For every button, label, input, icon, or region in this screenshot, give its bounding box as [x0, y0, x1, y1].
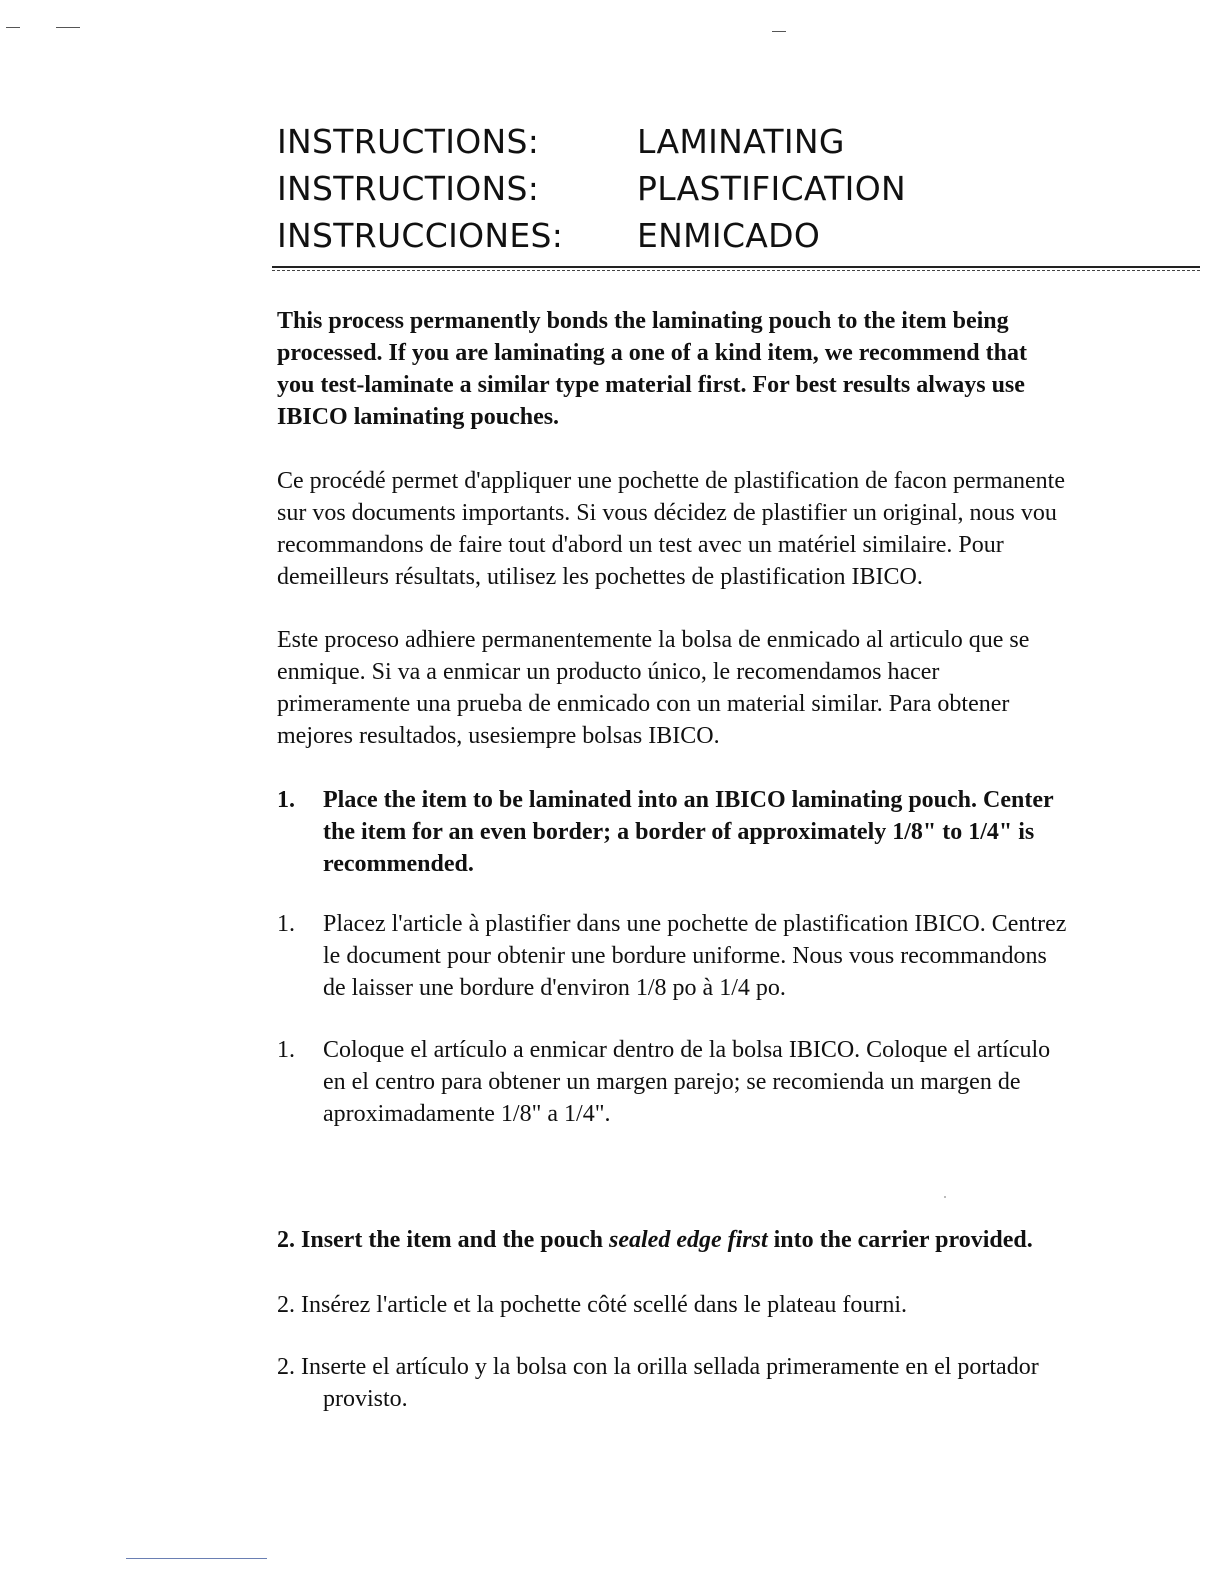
text-line: recommandons de faire tout d'abord un test avec un matériel similaire. Pour — [277, 532, 1004, 558]
step-text — [323, 1034, 1050, 1130]
step-number: 2. — [277, 1292, 295, 1318]
text-line: primeramente una prueba de enmicado con un material similar. Para obtener — [277, 691, 1010, 717]
text-line: the item for an even border; a border of approximately 1/8" to 1/4" is — [323, 819, 1035, 845]
title-label: INSTRUCCIONES: — [277, 216, 564, 255]
step-text — [323, 784, 1054, 880]
text-line: enmique. Si va a enmicar un producto único, le recomendamos hacer — [277, 659, 940, 685]
text-line: This process permanently bonds the laminating pouch to the item being — [277, 308, 1009, 334]
step-2-english — [277, 1224, 1033, 1256]
step-text: Insérez l'article et la pochette côté scellé dans le plateau fourni. — [301, 1292, 908, 1318]
text-line: de laisser une bordure d'environ 1/8 po à 1/4 po. — [323, 975, 786, 1001]
footer-rule — [126, 1558, 267, 1559]
step-number: 1. — [277, 1037, 295, 1063]
title-topic: ENMICADO — [637, 216, 821, 255]
text-line: mejores resultados, usesiempre bolsas IBICO. — [277, 723, 720, 749]
text-line: Coloque el artículo a enmicar dentro de la bolsa IBICO. Coloque el artículo — [323, 1037, 1051, 1063]
step-2-french — [277, 1289, 907, 1321]
step-text: Inserte el artículo y la bolsa con la orilla sellada primeramente en el portador — [301, 1354, 1039, 1380]
step-text — [323, 908, 1066, 1004]
text-line: IBICO laminating pouches. — [277, 404, 560, 430]
intro-english — [277, 305, 1027, 433]
title-block — [277, 118, 1197, 259]
text-line: processed. If you are laminating a one of a kind item, we recommend that — [277, 340, 1027, 366]
text-line: aproximadamente 1/8" a 1/4". — [323, 1101, 611, 1127]
step-number: 2. — [277, 1354, 295, 1380]
text-line: sur vos documents importants. Si vous décidez de plastifier un original, nous vou — [277, 500, 1057, 526]
step-number: 2. — [277, 1227, 295, 1253]
title-row-english — [277, 118, 1197, 165]
title-row-french — [277, 165, 1197, 212]
step-text: into the carrier provided. — [767, 1227, 1033, 1253]
title-label: INSTRUCTIONS: — [277, 169, 540, 208]
title-underline — [272, 266, 1200, 268]
intro-french — [277, 465, 1065, 593]
scan-artifact — [772, 31, 786, 32]
text-line: demeilleurs résultats, utilisez les pochettes de plastification IBICO. — [277, 564, 923, 590]
scan-artifact — [6, 27, 20, 28]
text-line: Placez l'article à plastifier dans une pochette de plastification IBICO. Centrez — [323, 911, 1067, 937]
text-line: Ce procédé permet d'appliquer une pochette de plastification de facon permanente — [277, 468, 1065, 494]
step-2-spanish — [277, 1351, 1039, 1415]
scan-artifact — [944, 1196, 946, 1198]
step-emphasis: sealed edge first — [609, 1227, 768, 1253]
intro-spanish — [277, 624, 1029, 752]
title-topic: PLASTIFICATION — [637, 169, 906, 208]
title-label: INSTRUCTIONS: — [277, 122, 540, 161]
text-line: le document pour obtenir une bordure uniforme. Nous vous recommandons — [323, 943, 1047, 969]
title-underline-secondary — [272, 270, 1200, 271]
step-number: 1. — [277, 787, 295, 813]
title-topic: LAMINATING — [637, 122, 845, 161]
step-number: 1. — [277, 911, 295, 937]
text-line: Place the item to be laminated into an IBICO laminating pouch. Center — [323, 787, 1054, 813]
text-line: en el centro para obtener un margen parejo; se recomienda un margen de — [323, 1069, 1021, 1095]
scan-artifact — [56, 27, 80, 28]
text-line: you test-laminate a similar type material first. For best results always use — [277, 372, 1025, 398]
step-text: Insert the item and the pouch — [301, 1227, 610, 1253]
text-line: recommended. — [323, 851, 474, 877]
text-line: Este proceso adhiere permanentemente la bolsa de enmicado al articulo que se — [277, 627, 1030, 653]
step-text: provisto. — [323, 1386, 408, 1412]
title-row-spanish — [277, 212, 1197, 259]
